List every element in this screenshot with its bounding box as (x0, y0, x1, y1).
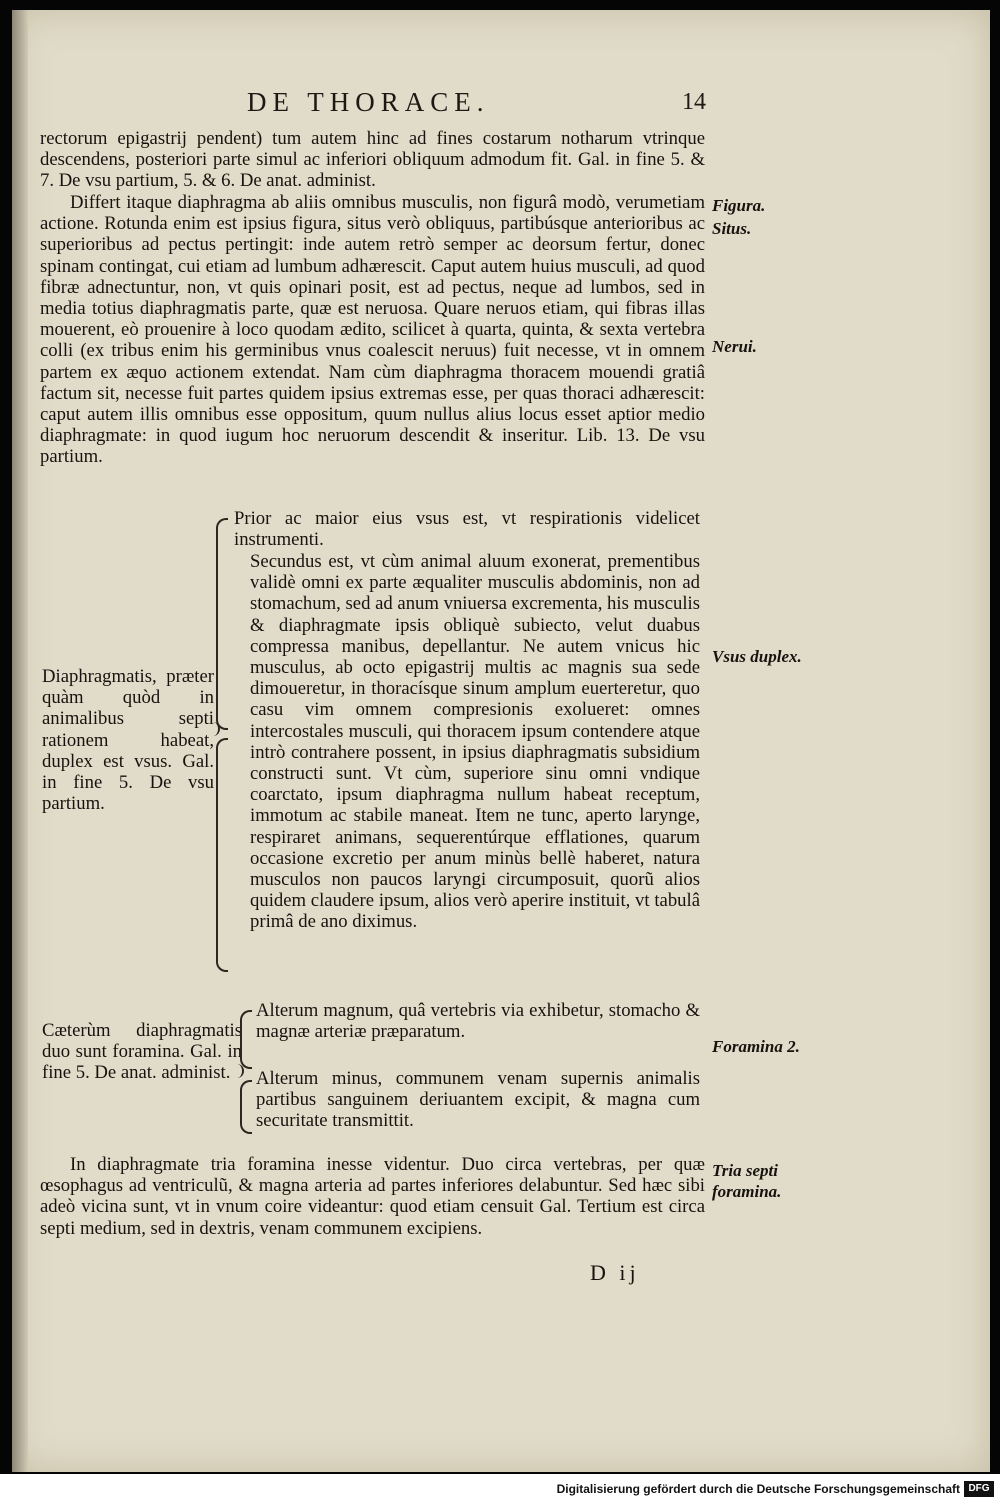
page-header (12, 87, 990, 127)
usus-first: Prior ac maior eius vsus est, vt respirationis videlicet instrumenti. (234, 508, 700, 551)
margin-note-tria-septi: Tria septi foramina. (712, 1161, 782, 1201)
usus-brace-bottom (216, 738, 228, 972)
usus-second: Secundus est, vt cùm animal aluum exonerat, prementibus validè omni ex parte æqualiter musculis abdominis, non ad stomachum, sed ad anum vniuersa excrementa, his musculis & diaphragmate ipsis obliquè subiecto, velut duabus compressa manibus, depellantur. Ne autem vnicus hic musculus, ab octo epigastrij multis ac magnis sua sede dimoueretur, in thoracísque sinum amplum euerteretur, quo casu vim omnem compresionis exolueret: omnes intercostales musculi, qui thoracem ipsum contendere atque intrò contrahere possent, in ipsius diaphragmatis subsidium constructi sunt. Vt cùm, superiore sinu omni vndique coarctato, ipsum diaphragma nullum habeat receptum, immotum ac stabile maneat. Item ne tunc, aperto larynge, respiraret animans, sequerentúrque efflationes, quarum occasione excretio per anum minùs bellè haberet, natura musculos non paucos laryngi circumposuit, quorũ alios quidem claudere ipsum, alios verò aperire instituit, vt tabulâ primâ de ano diximus. (250, 551, 700, 933)
margin-note-nerui: Nerui. (712, 337, 757, 356)
paragraph-3: In diaphragmate tria foramina inesse videntur. Duo circa vertebras, per quæ œsophagus ad ventriculũ, & magna arteria ad partes inferiores delabuntur. Sed hæc sibi adeò vicina sunt, vt in vnum coire videantur: quod etiam censuit Gal. Tertium est circa septi medium, sed in dextris, venam communem excipiens. (40, 1154, 705, 1239)
usus-left-label: Diaphragmatis, præter quàm quòd in animalibus septi rationem habeat, duplex est vsus. Gal. in fine 5. De vsu partium. (42, 666, 214, 815)
signature-mark: D ij (590, 1260, 640, 1285)
paragraph-1: rectorum epigastrij pendent) tum autem hinc ad fines costarum notharum vtrinque descendens, posteriori parte simul ac inferiori obliquum admodum fit. Gal. in fine 5. & 7. De vsu partium, 5. & 6. De anat. administ. (40, 128, 705, 192)
paragraph-2: Differt itaque diaphragma ab aliis omnibus musculis, non figurâ modò, verumetiam actione. Rotunda enim est ipsius figura, situs verò obliquus, partibúsque anterioribus ac superioribus ad pectus pertingit: inde autem retrò semper ac deorsum fertur, donec spinam contingat, cui etiam ad lumbum adhærescit. Caput autem huius musculi, ad quod fibræ adnectuntur, non, vt quis opinari posit, est ad pectus, neque ad lumbos, sed in media totius diaphragmatis parte, quæ est neruosa. Quare neruos etiam, qui fibras illas mouerent, eò prouenire à loco quodam ædito, scilicet à quarta, quinta, & sexta vertebra colli (ex tribus enim his germinibus vnus coalescit neruus) fuit necesse, vt in omnem partem ex æquo actionem extendat. Nam cùm diaphragma thoracem mouendi gratiâ factum sit, necesse fuit partes quidem ipsius extremas esse, per quas thoraci adhærescit: caput autem illis omnibus esse oppositum, quum nullus alius locus esset aptior medio diaphragmate: in quod iugum hoc neruorum descendit & inseritur. Lib. 13. De vsu partium. (40, 192, 705, 468)
foramina-left-label: Cæterùm diaphragmatis duo sunt foramina. Gal. in fine 5. De anat. administ. (42, 1020, 242, 1084)
foramina-brace-bottom (240, 1080, 252, 1134)
foramina-brace-top (240, 1010, 252, 1069)
foramina-second: Alterum minus, communem venam supernis animalis partibus sanguinem deriuantem excipit, & magna cum securitate transmittit. (256, 1068, 700, 1132)
usus-brace-point (208, 722, 220, 736)
margin-note-vsus-duplex: Vsus duplex. (712, 647, 802, 666)
book-page (12, 10, 990, 1472)
running-head: DE THORACE. (247, 87, 490, 117)
footer-credit: Digitalisierung gefördert durch die Deutsche Forschungsgemeinschaft (556, 1482, 960, 1496)
margin-note-situs: Situs. (712, 219, 752, 238)
usus-brace-top (216, 518, 228, 730)
page-gutter (12, 10, 28, 1472)
page-number: 14 (682, 89, 706, 115)
margin-note-foramina: Foramina 2. (712, 1037, 800, 1056)
margin-note-figura: Figura. (712, 196, 766, 215)
foramina-first: Alterum magnum, quâ vertebris via exhibetur, stomacho & magnæ arteriæ præparatum. (256, 1000, 700, 1043)
dfg-logo: DFG (964, 1481, 994, 1497)
digitization-footer (0, 1474, 1000, 1504)
foramina-brace-point (232, 1064, 244, 1078)
